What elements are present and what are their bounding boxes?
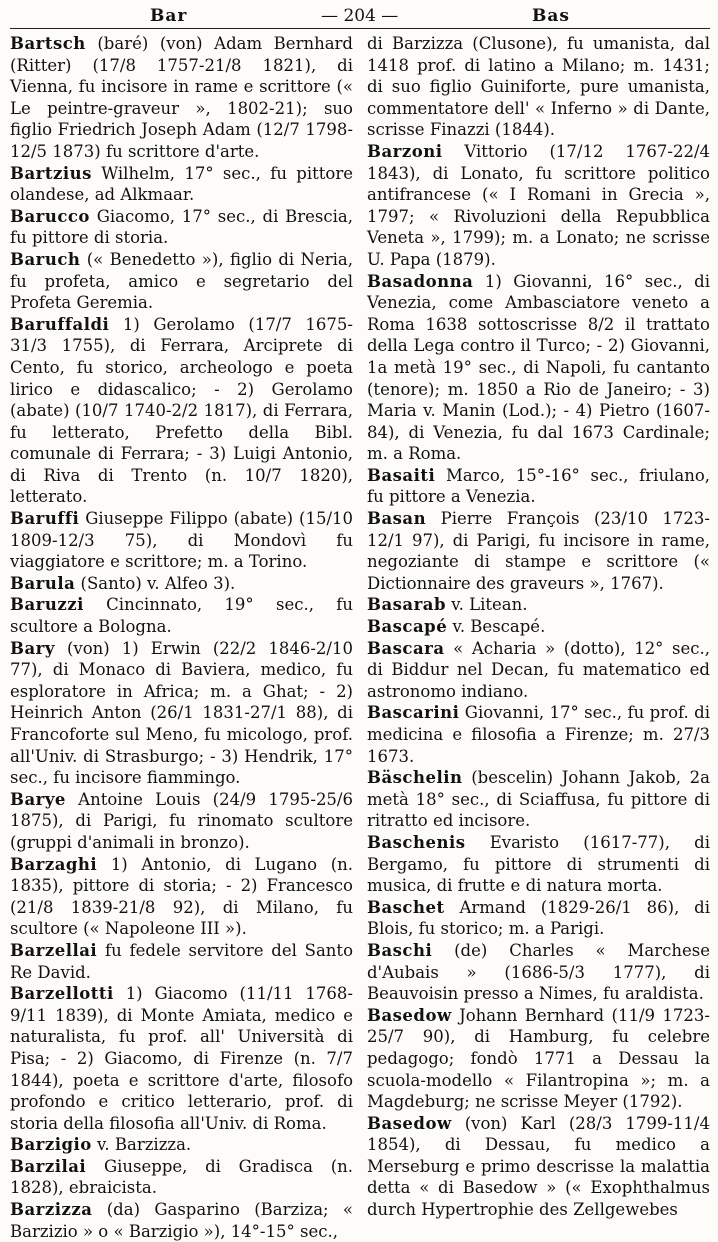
dictionary-entry bbox=[10, 594, 353, 637]
dictionary-entry bbox=[367, 271, 710, 465]
entry-definition: Evaristo (1617-77), di Bergamo, fu pittore di strumenti di musica, di frutte e di natura morta. bbox=[367, 832, 710, 896]
entry-headword: Bartzius bbox=[10, 163, 92, 183]
dictionary-entry bbox=[10, 940, 353, 983]
entry-definition: (von) Karl (28/3 1799-11/4 1854), di Dessau, fu medico a Merseburg e primo descrisse la malattia detta « di Basedow » (« Exophthalmus durch Hypertrophie des Zellgewebes bbox=[367, 1113, 710, 1220]
dictionary-entry bbox=[367, 897, 710, 940]
entry-definition: 1) Gerolamo (17/7 1675-31/3 1755), di Ferrara, Arciprete di Cento, fu storico, archeologo e poeta lirico e didascalico; - 2) Gerolamo (abate) (10/7 1740-2/2 1817), di Ferrara, fu letterato, Prefetto della Bibl. comunale di Ferrara; - 3) Luigi Antonio, di Riva di Trento (n. 10/7 1820), letterato. bbox=[10, 314, 353, 507]
entry-headword: Baruzzi bbox=[10, 595, 84, 615]
entry-definition: (de) Charles « Marchese d'Aubais » (1686-5/3 1777), di Beauvoisin presso a Nimes, fu araldista. bbox=[367, 940, 710, 1004]
entry-headword: Baruch bbox=[10, 249, 81, 269]
entry-definition: v. Litean. bbox=[451, 595, 528, 615]
entry-headword: Bascarini bbox=[367, 703, 460, 723]
dictionary-entry bbox=[10, 789, 353, 854]
dictionary-entry bbox=[10, 1199, 353, 1242]
entry-definition: Wilhelm, 17° sec., fu pittore olandese, ad Alkmaar. bbox=[10, 163, 353, 205]
dictionary-entry bbox=[10, 206, 353, 249]
dictionary-entry bbox=[10, 314, 353, 508]
entry-definition: 1) Giovanni, 16° sec., di Venezia, come Ambasciatore veneto a Roma 1638 sottoscrisse 8/2 il trattato della Lega contro il Turco; - 2) Giovanni, 1a metà 19° sec., di Napoli, fu cantanto (tenore); m. 1850 a Rio de Janeiro; - 3) Maria v. Manin (Lod.); - 4) Pietro (1607-84), di Venezia, fu dal 1673 Cardinale; m. a Roma. bbox=[367, 271, 710, 464]
entry-headword: Basedow bbox=[367, 1005, 452, 1025]
entry-headword: Barzellotti bbox=[10, 984, 114, 1004]
entry-definition: fu fedele servitore del Santo Re David. bbox=[10, 940, 353, 982]
entry-definition: Pierre François (23/10 1723-12/1 97), di Parigi, fu incisore in rame, negoziante di stampe e scrittore (« Dictionnaire des graveurs », 1767). bbox=[367, 509, 710, 593]
entry-headword: Baschi bbox=[367, 940, 433, 960]
columns bbox=[10, 33, 710, 1242]
entry-definition: Cincinnato, 19° sec., fu scultore a Bologna. bbox=[10, 595, 354, 637]
dictionary-entry bbox=[367, 638, 710, 703]
entry-definition: (baré) (von) Adam Bernhard (Ritter) (17/8 1757-21/8 1821), di Vienna, fu incisore in rame e scrittore (« Le peintre-graveur », 1802-21); suo figlio Friedrich Joseph Adam (12/7 1798-12/5 1873) fu scrittore d'arte. bbox=[10, 34, 353, 161]
entry-definition: 1) Giacomo (11/11 1768-9/11 1839), di Monte Amiata, medico e naturalista, fu prof. all' Università di Pisa; - 2) Giacomo, di Firenze (n. 7/7 1844), poeta e scrittore d'arte, filosofo profondo e critico letterario, prof. di storia della filosofia all'Univ. di Roma. bbox=[10, 984, 353, 1133]
left-column bbox=[10, 33, 353, 1242]
entry-definition: v. Bescapé. bbox=[452, 617, 546, 637]
entry-headword: Baschenis bbox=[367, 832, 466, 852]
entry-definition: Giovanni, 17° sec., fu prof. di medicina e filosofia a Firenze; m. 27/3 1673. bbox=[367, 703, 711, 766]
entry-headword: Barzoni bbox=[367, 141, 443, 161]
dictionary-entry bbox=[367, 594, 710, 616]
entry-definition: Vittorio (17/12 1767-22/4 1843), di Lonato, fu scrittore politico antifrancese (« I Romani in Grecia », 1797; « Rivoluzioni della Repubblica Veneta », 1799); m. a Lonato; ne scrisse U. Papa (1879). bbox=[367, 141, 710, 269]
entry-headword: Baschet bbox=[367, 897, 445, 917]
dictionary-entry bbox=[10, 573, 353, 595]
entry-definition: Johann Bernhard (11/9 1723-25/7 90), di Hamburg, fu celebre pedagogo; fondò 1771 a Dessau la scuola-modello « Filantropina »; m. a Magdeburg; ne scrisse Meyer (1792). bbox=[367, 1005, 710, 1112]
entry-headword: Bäschelin bbox=[367, 768, 463, 788]
dictionary-entry bbox=[367, 141, 710, 271]
entry-definition: (von) 1) Erwin (22/2 1846-2/10 77), di Monaco di Baviera, medico, fu esploratore in Africa; m. a Ghat; - 2) Heinrich Anton (26/1 1831-27/1 88), di Francoforte sul Meno, fu micologo, prof. all'Univ. di Strasburgo; - 3) Hendrik, 17° sec., fu incisore fiammingo. bbox=[10, 638, 353, 788]
entry-headword: Barzigio bbox=[10, 1135, 92, 1155]
dictionary-entry bbox=[367, 702, 710, 767]
entry-headword: Basedow bbox=[367, 1113, 452, 1133]
dictionary-entry bbox=[10, 854, 353, 940]
entry-definition: Giuseppe, di Gradisca (n. 1828), ebraicista. bbox=[10, 1156, 354, 1198]
dictionary-entry bbox=[10, 33, 353, 163]
entry-headword: Basadonna bbox=[367, 271, 474, 291]
entry-headword: Barzellai bbox=[10, 940, 98, 960]
dictionary-entry bbox=[10, 1156, 353, 1199]
dictionary-entry bbox=[367, 616, 710, 638]
dictionary-entry bbox=[367, 832, 710, 897]
dictionary-entry bbox=[367, 1113, 710, 1221]
header-right-guideword: Bas bbox=[532, 6, 570, 26]
dictionary-entry bbox=[10, 163, 353, 206]
entry-definition: v. Barzizza. bbox=[97, 1135, 192, 1155]
entry-headword: Barzilai bbox=[10, 1156, 87, 1176]
entry-headword: Basarab bbox=[367, 595, 447, 615]
entry-headword: Baruffi bbox=[10, 509, 80, 529]
entry-definition: Giuseppe Filippo (abate) (15/10 1809-12/3 75), di Mondovì fu viaggiatore e scrittore; m. a Torino. bbox=[10, 509, 353, 572]
entry-definition: « Acharia » (dotto), 12° sec., di Biddur nel Decan, fu matematico ed astronomo indiano. bbox=[367, 638, 710, 701]
entry-headword: Basan bbox=[367, 509, 427, 529]
right-column bbox=[367, 33, 710, 1242]
entry-definition: (da) Gasparino (Barziza; « Barzizio » o « Barzigio »), 14°-15° sec., bbox=[10, 1200, 354, 1241]
entry-headword: Barula bbox=[10, 573, 76, 593]
entry-definition: Marco, 15°-16° sec., friulano, fu pittore a Venezia. bbox=[367, 465, 711, 507]
dictionary-entry bbox=[10, 983, 353, 1134]
entry-headword: Bascara bbox=[367, 638, 445, 658]
entry-headword: Barucco bbox=[10, 206, 90, 226]
entry-definition: Armand (1829-26/1 86), di Blois, fu storico; m. a Parigi. bbox=[367, 897, 710, 939]
dictionary-entry bbox=[10, 1134, 353, 1156]
dictionary-entry bbox=[367, 1005, 710, 1113]
dictionary-entry bbox=[367, 767, 710, 832]
entry-definition: (bescelin) Johann Jakob, 2a metà 18° sec., di Sciaffusa, fu pittore di ritratto ed incisore. bbox=[367, 768, 710, 831]
entry-definition: (« Benedetto »), figlio di Neria, fu profeta, amico e segretario del Profeta Geremia. bbox=[10, 249, 354, 313]
entry-headword: Bary bbox=[10, 638, 55, 658]
entry-headword: Baruffaldi bbox=[10, 314, 110, 334]
entry-headword: Barye bbox=[10, 789, 66, 809]
dictionary-entry bbox=[367, 465, 710, 508]
dictionary-entry bbox=[10, 638, 353, 789]
entry-headword: Bartsch bbox=[10, 34, 86, 53]
dictionary-entry bbox=[10, 249, 353, 314]
entry-headword: Barzizza bbox=[10, 1200, 93, 1220]
entry-headword: Basaiti bbox=[367, 465, 436, 485]
entry-definition: Giacomo, 17° sec., di Brescia, fu pittore di storia. bbox=[10, 206, 353, 248]
entry-definition: Antoine Louis (24/9 1795-25/6 1875), di Parigi, fu rinomato scultore (gruppi d'animali in bronzo). bbox=[10, 789, 353, 852]
page-header bbox=[10, 6, 710, 29]
entry-definition: (Santo) v. Alfeo 3). bbox=[80, 573, 236, 593]
entry-headword: Bascapé bbox=[367, 617, 448, 637]
dictionary-entry bbox=[367, 940, 710, 1005]
dictionary-entry bbox=[10, 508, 353, 573]
header-left-guideword: Bar bbox=[150, 6, 188, 26]
entry-definition: 1) Antonio, di Lugano (n. 1835), pittore di storia; - 2) Francesco (21/8 1839-21/8 92), di Milano, fu scultore (« Napoleone III »). bbox=[10, 854, 354, 939]
page-number: — 204 — bbox=[321, 6, 399, 26]
continued-entry: di Barzizza (Clusone), fu umanista, dal 1418 prof. di latino a Milano; m. 1431; di suo figlio Guiniforte, pure umanista, commentatore dell' « Inferno » di Dante, scrisse Finazzi (1844). bbox=[367, 34, 710, 140]
dictionary-entry bbox=[367, 508, 710, 594]
entry-headword: Barzaghi bbox=[10, 854, 98, 874]
